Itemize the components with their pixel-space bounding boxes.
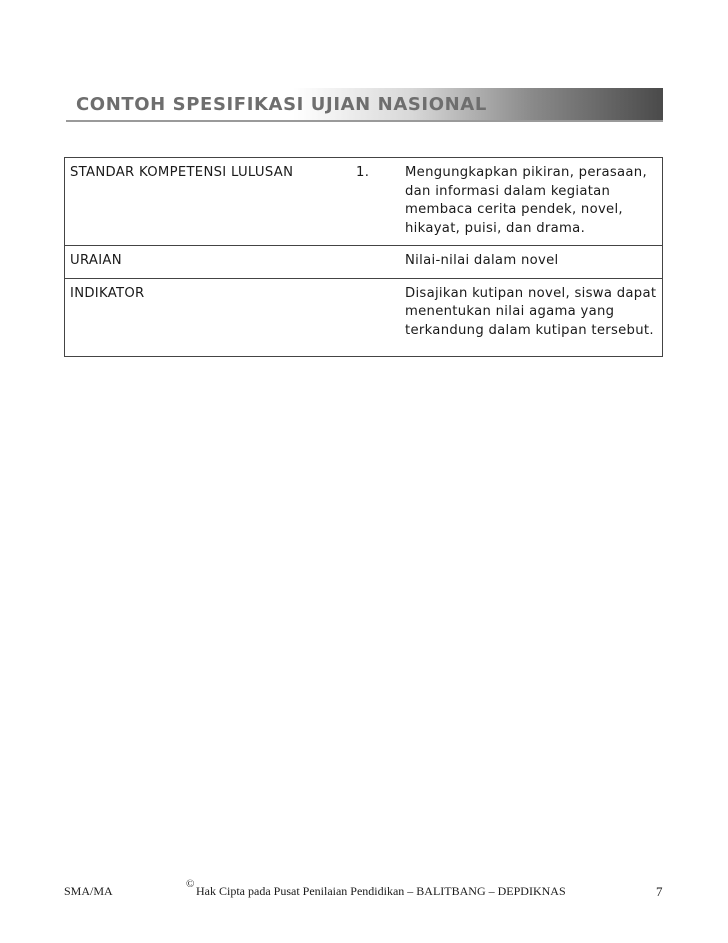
row-text: Disajikan kutipan novel, siswa dapat menentukan nilai agama yang terkandung dalam kutipan tersebut. [393,278,663,356]
table-row [65,246,663,279]
footer-school-level: SMA/MA [64,884,113,898]
copyright-symbol: © [186,878,195,890]
footer-copyright: Hak Cipta pada Pusat Penilaian Pendidikan – BALITBANG – DEPDIKNAS [196,884,566,898]
page-number: 7 [656,884,663,899]
row-text: Nilai-nilai dalam novel [393,246,663,279]
row-text: Mengungkapkan pikiran, perasaan, dan informasi dalam kegiatan membaca cerita pendek, novel, hikayat, puisi, dan drama. [393,158,663,246]
table-row [65,158,663,246]
row-label: URAIAN [65,246,347,279]
row-label: STANDAR KOMPETENSI LULUSAN [65,158,347,246]
section-banner [66,88,663,122]
row-number: 1. [346,158,393,246]
table-row [65,278,663,356]
row-number [346,246,393,279]
row-label: INDIKATOR [65,278,347,356]
page-title: CONTOH SPESIFIKASI UJIAN NASIONAL [76,94,487,115]
row-number [346,278,393,356]
specification-table [64,157,663,357]
